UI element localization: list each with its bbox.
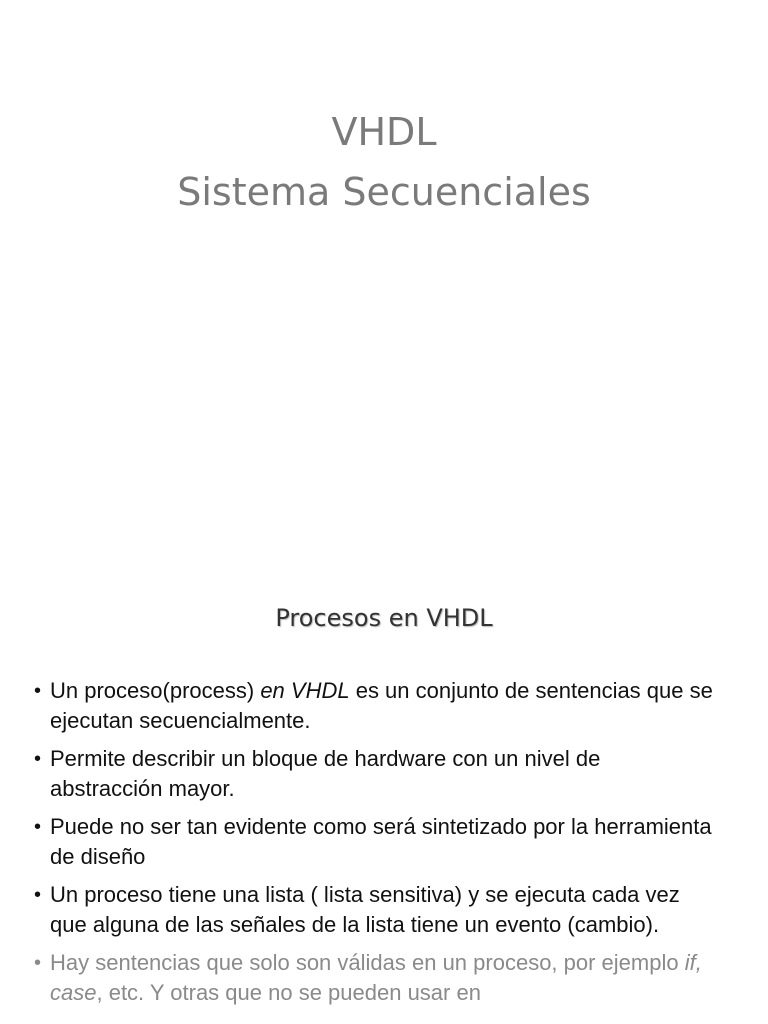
- bullet-text: Un proceso tiene una lista ( lista sensitiva) y se ejecuta cada vez que alguna de las señales de la lista tiene un evento (cambio).: [50, 882, 680, 937]
- list-item: [34, 948, 714, 1008]
- bullet-text: Permite describir un bloque de hardware con un nivel de abstracción mayor.: [50, 746, 601, 801]
- slide-2: [0, 570, 768, 1024]
- bullet-text-emphasis: en VHDL: [260, 678, 350, 703]
- slide-2-title: Procesos en VHDL: [275, 604, 493, 632]
- list-item: [34, 744, 714, 804]
- bullet-icon: •: [34, 884, 42, 906]
- bullet-text-part: es un conjunto de sentencias que se ejecutan secuencialmente.: [50, 678, 713, 733]
- slide-1-title-line-2: Sistema Secuenciales: [177, 170, 591, 214]
- list-item: [34, 880, 714, 940]
- bullet-text-part: , etc. Y otras que no se pueden usar en: [96, 980, 481, 1005]
- slide-1-title-line-1: VHDL: [331, 110, 437, 154]
- bullet-icon: •: [34, 952, 42, 974]
- bullet-icon: •: [34, 680, 42, 702]
- bullet-icon: •: [34, 816, 42, 838]
- bullet-text-part: Un proceso(process): [50, 678, 261, 703]
- bullet-list: [34, 676, 714, 1016]
- bullet-text-emphasis: if, case: [50, 950, 702, 1005]
- bullet-text-part: Hay sentencias que solo son válidas en un proceso, por ejemplo: [50, 950, 685, 975]
- list-item: [34, 812, 714, 872]
- bullet-icon: •: [34, 748, 42, 770]
- list-item: [34, 676, 714, 736]
- bullet-text: Puede no ser tan evidente como será sintetizado por la herramienta de diseño: [50, 814, 712, 869]
